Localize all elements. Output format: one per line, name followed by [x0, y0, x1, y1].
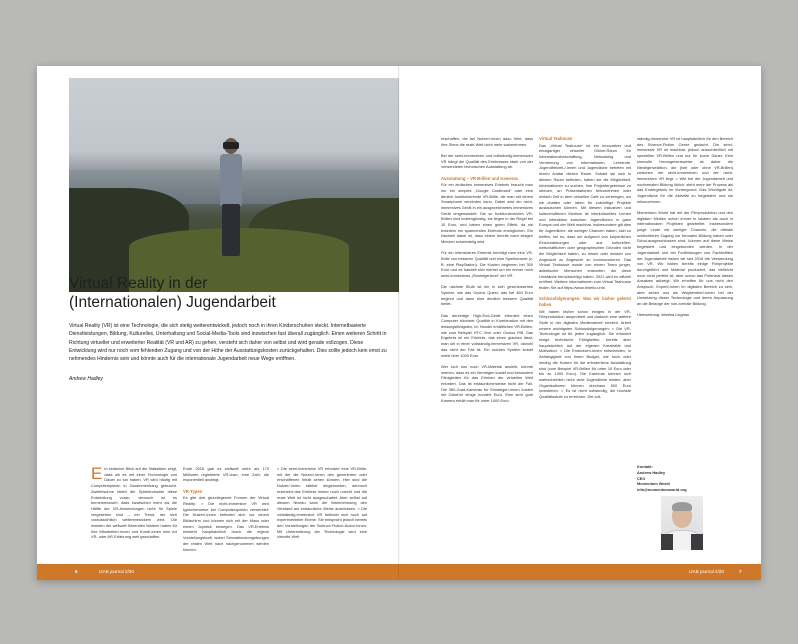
- rc2-heading-teahouse: Virtual Teahouse: [539, 136, 573, 141]
- col2-text: Es gibt drei grundlegende Formen der Virtual Reality: > Die nicht-immersive VR wird typischerweise bei Computerspielen verwendet: Die Nutzer/-innen befinden sich vor einem Bildschirm und können sich mit der Maus oder einem Joystick bewegen. Das VR-Erlebnis entsteht hauptsächlich durch die eigene Vorstellungskraft, wobei Simulationsumgebungen der realen Welt nach nachgenommen werden können.: [183, 495, 269, 552]
- col1-paragraph: [91, 466, 177, 540]
- photo-person-with-vr-headset: [214, 138, 248, 258]
- article-lead: Virtual Reality (VR) ist eine Technologie, die sich stetig weiterentwickelt, jedoch noch in ihren Kinderschuhen steckt. Internetbasierte Dienstleistungen, Bildung, Kulturelles, Unterhaltung und Social-Media-Tools sind inzwischen fast überall zugänglich. Einen weiteren Schritt in Richtung virtueller und erweiterter Realität (VR und AR) zu gehen, versteht sich daher von selbst und wird gerade vollzogen. Diese Entwicklung wird nur noch vom fehlenden Zugang und von der Höhe der Ausstattungskosten zurückgehalten. Dies sollte jedoch kein emst zu nehmendes Hindernis sein und könnte auch für die internationale Jugendarbeit neue Wege eröffnen.: [69, 323, 387, 363]
- contact-label: Kontakt:: [637, 464, 653, 469]
- page-number: 7: [739, 569, 742, 574]
- headline-line-2: (Internationalen) Jugendarbeit: [69, 294, 276, 311]
- left-column-1: [91, 466, 177, 564]
- contact-email[interactable]: info@momentumworld.org: [637, 487, 687, 493]
- right-column-3: [637, 136, 733, 462]
- col2-intro: Ende 2018 gab es weltweit mehr als 170 Millionen registrierte VR-User, eine Zahl, die exponentiell ansteigt.: [183, 466, 269, 483]
- rc1-p5: Die nächste Stufe ist ein in sich geschlossenes System, wie das Oculus Quest, das bei 460 Euro beginnt und dann eine deutlich bessere Qualität bietet.: [441, 284, 533, 307]
- right-footer: [399, 564, 761, 580]
- right-column-2: [539, 136, 631, 562]
- contact-org: Momentum World: [637, 481, 670, 487]
- col1-text: in einfacher Blick auf die Statistiken zeigt, dass wir es mit einer Technologie von Dauer zu tun haben. VR wird häufig mit Computerspielen in Zusammenhang gebracht. Zweifelsohne bleibt die Spieleindustrie diese Entwicklung voran, dennoch ist es bemerkenswert, dass inzwischen mehr als die Hälfte der VR-Anwendungen nicht für Spiele vergesehen sind – ein Trend, der sich voraussichtlich weiterentwickeln wird. Die meisten der weltweit führenden Marken haben für ihre Mitarbeiter/-innen und Kund/-innen eine Art VR- oder AR-Erfahrung weit geschaffen.: [91, 466, 177, 540]
- contact-name: Andrew Hadley: [637, 469, 666, 475]
- article-author: Andrew Hadley: [69, 376, 103, 382]
- left-footer: [37, 564, 399, 580]
- page-number: 6: [75, 569, 78, 574]
- contact-role: CEO: [637, 475, 646, 481]
- left-page: [37, 66, 399, 580]
- magazine-name: IJAB journal 2/20: [689, 569, 724, 574]
- rc2-p1: Das „Virtual Teahouse“ ist ein innovativer und einzigartiger virtueller Online-Raum für Informationsbeschaffung, Networking und Vernetzung von Informationen. Lehrende, Jugendfreizeit-/-innen und Jugendliche betreten mit einem Avatar diesen Raum. Sobald sie sich in diesem Raum befinden, haben sie die Möglichkeit, Informationen zu suchen, ihre Projektergebnisse zu streuen, an Präsentationen teilzunehmen oder einfach Zeit in dem virtuellen Café zu verbringen, wo sie chatten oder Ideen für zukünftige Projekte austauschen können. Mit diesem inklusiven und kulturenoffenen Medium ist interkulturelles Lernen und Interaktion zwischen Jugendlichen in ganz Europa und der Welt machbar. Insbesondere gilt dies für Jugendliche, die weniger Chancen haben, sich zu treffen, sei es, dass sie aufgrund von körperlichen Einschränkungen oder aus kulturellen, wirtschaftlichen oder geographischen Gründen nicht die Möglichkeit haben, zu reisen oder einfach von Angesicht zu Angesicht zu kommunizieren. Das Virtual Teahouse wurde von einem Team junger, autistischer Menschen entworfen, die diese Umstände berücksichtigt haben. 2021 wird es offiziell eröffnet. Weitere Informationen zum Virtual Teahouse finden Sie auf https://www.timefoo.info: [539, 142, 631, 291]
- rc2-heading-conclusions: Schlussfolgerungen: Was wir bisher gelernt haben: [539, 296, 631, 307]
- left-column-2: [183, 466, 269, 564]
- vr-headset-icon: [223, 142, 239, 149]
- rc1-p2: Bei der semi-immersiven und vollständig-immersiven VR hängt die Qualität des Erlebnisses stark von der verwendeten technischen Ausstattung ab.: [441, 152, 533, 170]
- magazine-spread: [37, 66, 761, 580]
- right-page: [399, 66, 761, 580]
- rc1-p7: Wer sich nun noch VR-Material ansieht, könnte meinen, dass es ein Vermögen kostet und besondere Fähigkeiten für das Erleben der virtuellen Welt erfordert. Das ist erstaunlicherweise nicht der Fall. Die 360-Grad-Kameras für Einsteiger/-innen kosten mit Zubehör einige hundert Euro. Eine sehr gute Kamera erhält man für unter 1000 Euro.: [441, 363, 533, 404]
- person-legs: [222, 204, 240, 256]
- rc1-top: erschaffen, die bei Nutzer/-innen dazu führt, dass ihre Sinne die reale Welt nicht mehr wahrnehmen.: [441, 136, 533, 147]
- rc3-p2: Momentum World hat mit der Filmproduktion und den digitalen Medien schon immer in lokalen als auch in internationalen Projekten gearbeitet. Insbesondere junge Leute mit weniger Chancen, die oftmals schlechteren Zugang zur formalen Bildung haben oder Schul-ausgeschlossen sind, können auf diese Weise begeistert und eingebunden werden. In der Jugendarbeit und bei Fortbildungen von Fachkräften der Jugendarbeit haben wir seit 2018 die Verwendung von VR. Wir haben bereits einige Filmprojekte durchgeführt und Material produziert, das vielleicht noch nicht perfekt ist, aber schon das Potenzial dieses Ansatzes aufzeigt. Wir erhoffen für uns nicht den Anspruch, Expert/-innen im digitalen Bereich zu sein, aber sehen uns als Wegbereiter/-innen bei der Umsetzung dieser Technologie und deren Anpassung an die Belange der non-formale Bildung.: [637, 209, 733, 307]
- author-portrait: [661, 496, 703, 550]
- rc1-p6: Das derzeitige High-End-Gerät erfordert einen Computer höchster Qualität in Kombination mit den leistungsfähigsten, im Handel erhältlichen VR-Brillen, wie zum Beispiel HTC Vive oder Oculus Rift. Das Ergebnis ist ein Erlebnis, das einen glauben lässt, man sei in einer vollständig-immersiven VR, obwohl das nicht der Fall ist. Ein solches System kostet meist über 1000 Euro.: [441, 312, 533, 358]
- portrait-hair: [672, 502, 692, 511]
- right-column-1: [441, 136, 533, 562]
- rc1-p4: Für ein intensiveres Erlebnis benötigt man eine VR-Brille von besserer Qualität und eine Spielkonsole (z. B. eine PlayStation). Die Kosten beginnen bei 300 Euro und es handelt sich hierbei um ein immer noch semi-immersives „Einsteigerlevel“ der VR.: [441, 250, 533, 279]
- vr-photo: [69, 78, 399, 292]
- rc1-p3: Für ein einfaches immersives Erlebnis braucht man nur ein simples „Google Cardboard“ oder eine ähnlich funktionierende VR-Brille, die man mit einem Smartphone verbinden kann. Dabei wird ein nicht-immersives Gerät in ein ausgezeichnetes immersives Gerät umgewandelt. Die so funktionierenden VR-Brillen sind kostengünstig, sie liegen in der Regel bei 10 Euro, und haben einen guten Effekt, da sie trotzdem ein spannendes Erlebnis ermöglichen. Ein Nachteil dabei ist, dass einem bereits nach einigen Minuten schwindelig wird.: [441, 182, 533, 245]
- portrait-jacket: [661, 534, 703, 550]
- rc2-p2: Wir haben bisher schon einiges in der VR-Filmproduktion ausprobiert und dadurch eine weitere Stufe in der digitalen Medienarbeit erreicht. Arbeit unsere wichtigsten Schlussfolgerungen: > Die VR-Technologie ist für jeden zugänglich. Sie erfordert einige technische Fähigkeiten, bereits aber hauptsächlich auf der eigenen Kreativität und Motivation. > Die Endnutzer/-innen entscheiden, in Abhängigkeit von ihrem Budget, wie hoch oder niedrig die Kosten für die erforderliche Ausstattung sind (zum Beispiel VR-Brillen für unter 10 Euro oder bis zu 1000 Euro). Die Kameras können sich wahrscheinlich nicht viele Jugendliche leisten, aber Organisationen können durchaus 500 Euro investieren. > Es ist nicht notwendig, die höchste Qualitätsstufe zu erreichen. Die voll-: [539, 308, 631, 400]
- magazine-name: IJAB journal 2/20: [99, 569, 134, 574]
- rc3-p1: ständig-immersive VR ist hauptsächlich für den Bereich des Science-Fiction Genre gedacht. Die semi-immersive VR ist machbar, jedoch ausschließlich mit speziellen VR-Brillen und nur für kurze Dauer. Eine sinnvolle Herangehensweise ist daher die Niedriginvestition, die (heit oder ohne VR-Brillen) zwischen der semi-immersiven und der nicht-immersiven VR liegt. > Wie bei der Jugendarbeit und nonformalen Bildung üblich, steht mehr der Prozess als das Endergebnis im Vordergrund. Das Wichtigste ist, Jugendliche für die Aktivität zu begeistern und sie mitzunehmen.: [637, 136, 733, 204]
- headline-line-1: Virtual Reality in der: [69, 275, 208, 292]
- rc3-translation: Übersetzung: Martina Lingnau: [637, 312, 690, 318]
- left-column-3: [277, 466, 367, 564]
- col3-text: > Die semi-immersive VR erfordert eine VR-Brille, mit der die Nutzer/-innen den generierten oder erschaffenen Inhalt sehen können. Hier sind die Nutzer/-innen stärker eingebunden, dennoch erscheint das Erlebnis immer noch unecht und die reale Welt ist nicht ausgeschaltet. Aber selbst auf diesem Niveau kann die Wahrnehmung den Verstand auf erstaunliche Weise austricksen. > Die vollständig-immersive VR befindet sich noch auf experimenteller Ebene. Sie entspricht jedoch bereits den Vorstellungen der Science-Fiction-Autor/-innen: Mit Unterstützung der Technologie wird eine virtuelle Welt: [277, 466, 367, 540]
- rc1-heading: Ausstattung – VR-Brillen und Kameras: [441, 175, 519, 181]
- person-body: [220, 154, 242, 206]
- col2-heading: VR-Typen: [183, 488, 203, 494]
- article-headline: [69, 274, 379, 312]
- dropcap: E: [91, 466, 103, 483]
